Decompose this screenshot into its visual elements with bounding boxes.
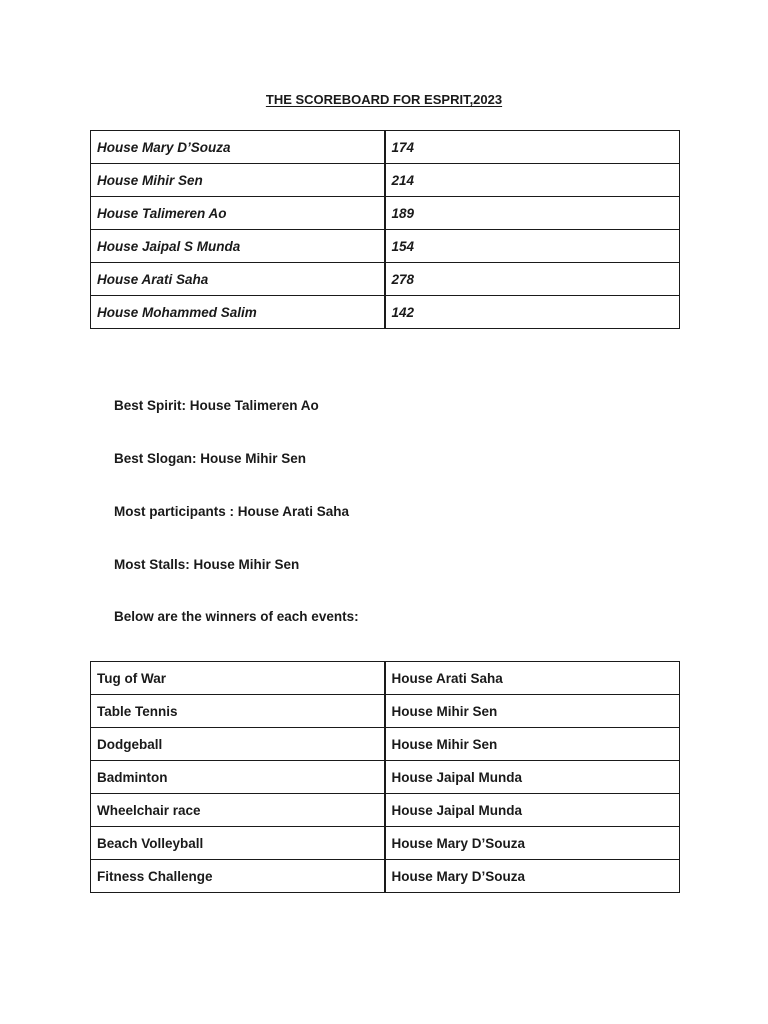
event-name-cell: Dodgeball bbox=[91, 728, 385, 761]
house-points-cell: 174 bbox=[385, 131, 680, 164]
table-row bbox=[91, 695, 680, 728]
event-winner-cell: House Arati Saha bbox=[385, 662, 680, 695]
event-winners-table bbox=[90, 661, 680, 893]
table-row bbox=[91, 728, 680, 761]
house-points-cell: 142 bbox=[385, 296, 680, 329]
award-most-participants: Most participants : House Arati Saha bbox=[114, 504, 350, 519]
scoreboard-table bbox=[90, 130, 680, 329]
table-row bbox=[91, 197, 680, 230]
house-points-cell: 189 bbox=[385, 197, 680, 230]
table-row bbox=[91, 230, 680, 263]
award-best-spirit: Best Spirit: House Talimeren Ao bbox=[114, 398, 319, 413]
table-row bbox=[91, 131, 680, 164]
event-name-cell: Tug of War bbox=[91, 662, 385, 695]
house-points-cell: 154 bbox=[385, 230, 680, 263]
event-winner-cell: House Jaipal Munda bbox=[385, 761, 680, 794]
house-name-cell: House Jaipal S Munda bbox=[91, 230, 385, 263]
table-row bbox=[91, 794, 680, 827]
event-winner-cell: House Mary D’Souza bbox=[385, 827, 680, 860]
events-intro: Below are the winners of each events: bbox=[114, 609, 359, 624]
event-name-cell: Beach Volleyball bbox=[91, 827, 385, 860]
event-winner-cell: House Mary D’Souza bbox=[385, 860, 680, 893]
event-winner-cell: House Mihir Sen bbox=[385, 695, 680, 728]
event-winner-cell: House Mihir Sen bbox=[385, 728, 680, 761]
table-row bbox=[91, 263, 680, 296]
award-best-slogan: Best Slogan: House Mihir Sen bbox=[114, 451, 307, 466]
table-row bbox=[91, 662, 680, 695]
table-row bbox=[91, 827, 680, 860]
event-name-cell: Table Tennis bbox=[91, 695, 385, 728]
house-name-cell: House Mohammed Salim bbox=[91, 296, 385, 329]
table-row bbox=[91, 164, 680, 197]
event-name-cell: Fitness Challenge bbox=[91, 860, 385, 893]
award-most-stalls: Most Stalls: House Mihir Sen bbox=[114, 557, 300, 572]
house-name-cell: House Talimeren Ao bbox=[91, 197, 385, 230]
table-row bbox=[91, 761, 680, 794]
house-points-cell: 278 bbox=[385, 263, 680, 296]
house-points-cell: 214 bbox=[385, 164, 680, 197]
table-row bbox=[91, 860, 680, 893]
house-name-cell: House Mary D’Souza bbox=[91, 131, 385, 164]
event-name-cell: Wheelchair race bbox=[91, 794, 385, 827]
table-row bbox=[91, 296, 680, 329]
house-name-cell: House Arati Saha bbox=[91, 263, 385, 296]
house-name-cell: House Mihir Sen bbox=[91, 164, 385, 197]
event-winner-cell: House Jaipal Munda bbox=[385, 794, 680, 827]
event-name-cell: Badminton bbox=[91, 761, 385, 794]
page-title: THE SCOREBOARD FOR ESPRIT,2023 bbox=[265, 92, 503, 107]
